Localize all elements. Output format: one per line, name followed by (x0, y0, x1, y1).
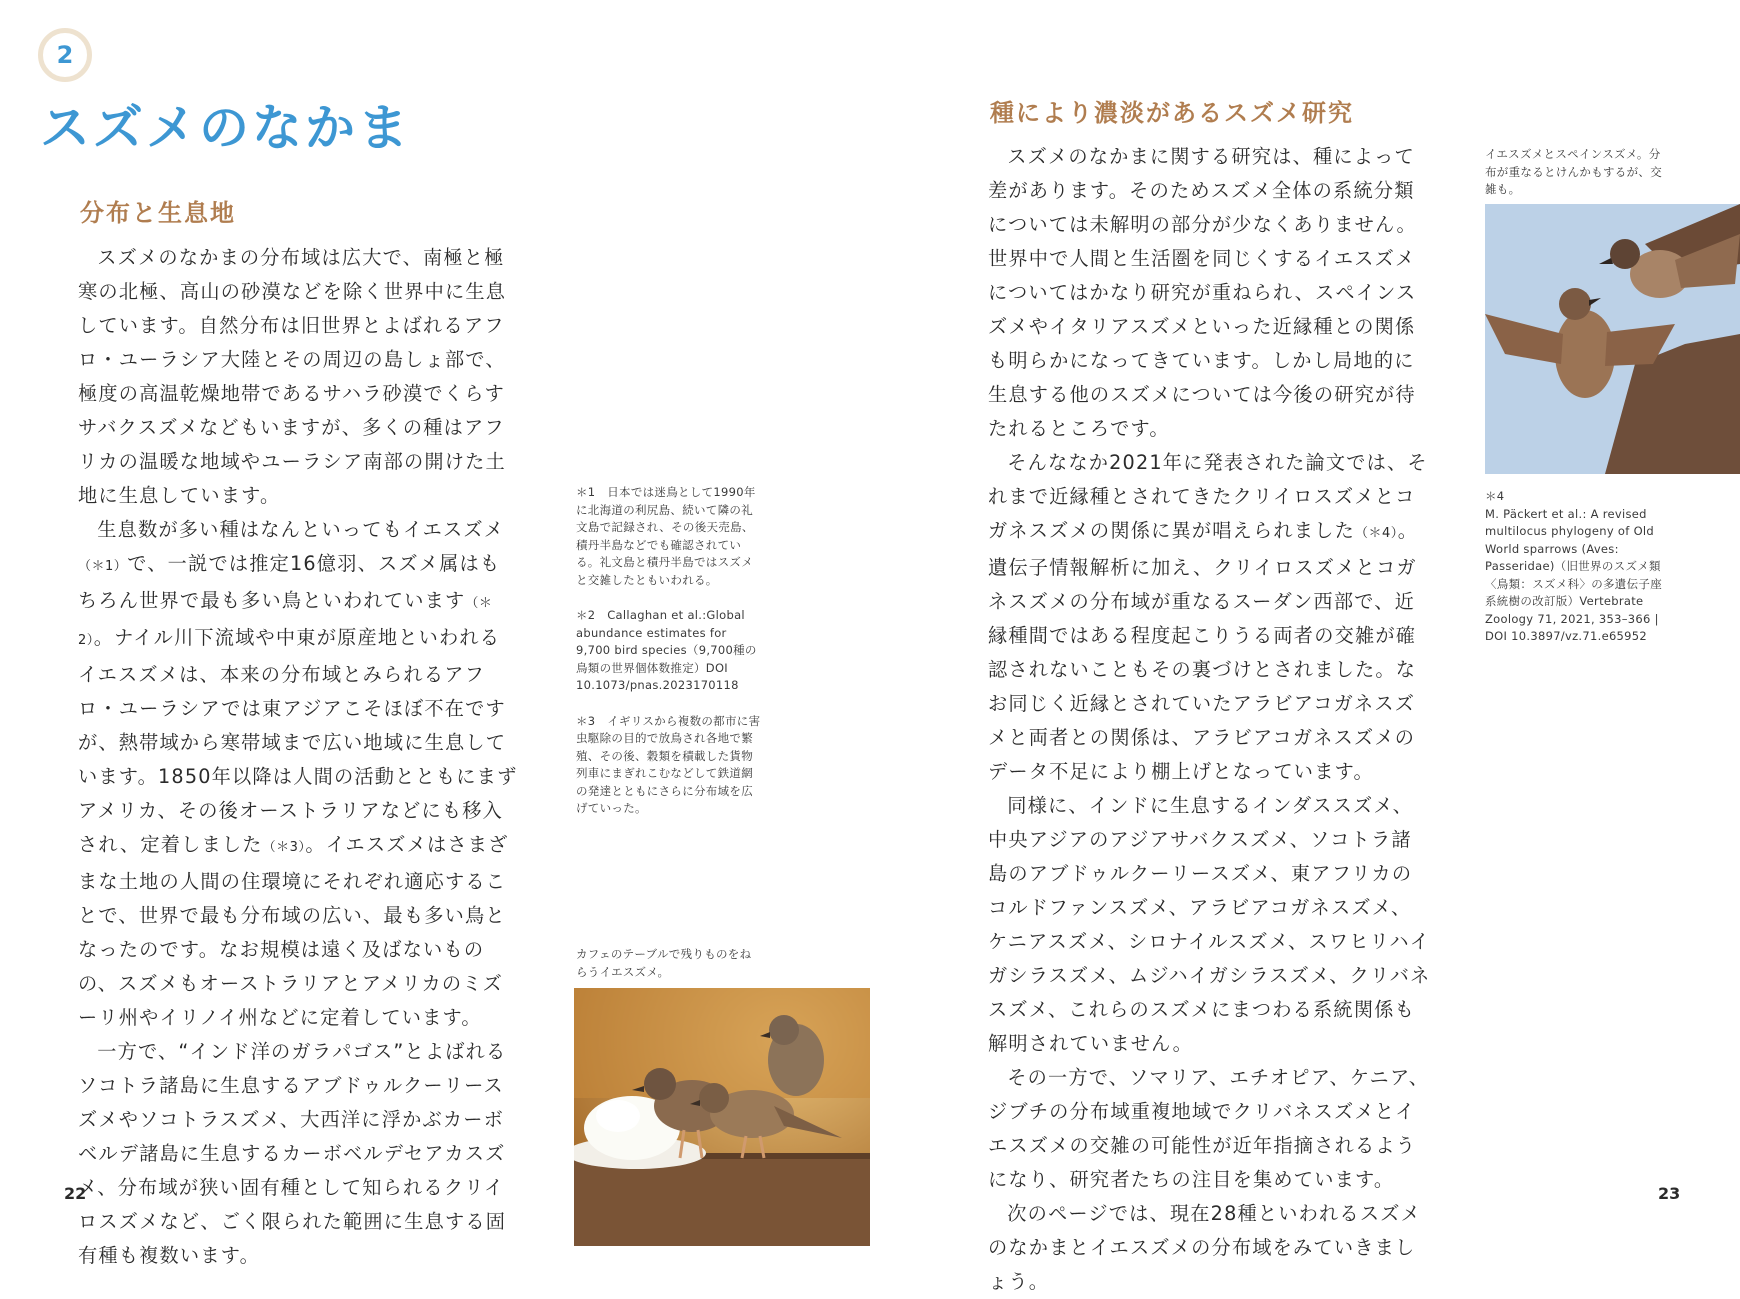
spanish-sparrow-caption: イエスズメとスペインスズメ。分布が重なるとけんかもするが、交雑も。 (1485, 147, 1662, 196)
footnote-3: ＊3 イギリスから複数の都市に害虫駆除の目的で放鳥され各地で繁殖、その後、穀類を積載した貨物列車にまぎれこむなどして鉄道網の発達とともにさらに分布域を広げていった。 (576, 713, 761, 815)
paragraph: その一方で、ソマリア、エチオピア、ケニア、ジブチの分布域重複地域でクリバネスズメとイエスズメの交雑の可能性が近年指摘されるようになり、研究者たちの注目を集めています。 (988, 1066, 1430, 1191)
paragraph: 次のページでは、現在28種といわれるスズメのなかまとイエスズメの分布域をみていきましょう。 (988, 1202, 1421, 1293)
cafe-sparrows-illustration (574, 988, 870, 1246)
footnote-4-text: M. Päckert et al.: A revised multilocus phylogeny of Old World sparrows (Aves: Passeridae)（旧世界のスズメ類〈鳥類：スズメ科〉の多遺伝子座系統樹の改訂版）Vertebrate Zoology 71, 2021, 353–366 | DOI 10.3897/vz.71.e65952 (1485, 506, 1662, 643)
paragraph: そんななか2021年に発表された論文では、それまで近縁種とされてきたクリイロスズメとコガネスズメの関係に異が唱えられました（＊4）。遺伝子情報解析に加え、クリイロスズメとコガネスズメの分布域が重なるスーダン西部で、近縁種間ではある程度起こりうる両者の交雑が確認されないこともその裏づけとされました。なお同じく近縁とされていたアラビアコガネスズメと両者との関係は、アラビアコガネスズメのデータ不足により棚上げとなっています。 (988, 451, 1428, 783)
paragraph: スズメのなかまの分布域は広大で、南極と極寒の北極、高山の砂漠などを除く世界中に生息しています。自然分布は旧世界とよばれるアフロ・ユーラシア大陸とその周辺の島しょ部で、極度の高温乾燥地帯であるサハラ砂漠でくらすサバクスズメなどもいますが、多くの種はアフリカの温暖な地域やユーラシア南部の開けた土地に生息しています。 (78, 246, 507, 507)
footnote-4 (1485, 488, 1665, 646)
chapter-number: 2 (56, 41, 74, 69)
footnote-4-mark: ＊4 (1485, 489, 1505, 503)
fighting-sparrows-illustration (1485, 204, 1740, 474)
page-number-right: 23 (1658, 1184, 1681, 1203)
cafe-sparrows-photo (574, 988, 870, 1246)
section-heading-research: 種により濃淡があるスズメ研究 (990, 99, 1354, 127)
page-number-left: 22 (64, 1184, 87, 1203)
footnote-1: ＊1 日本では迷鳥として1990年に北海道の利尻島、続いて隣の礼文島で記録され、その後天売島、積丹半島などでも確認されている。礼文島と積丹半島ではスズメと交雑したともいわれる。 (576, 485, 756, 587)
spanish-sparrow-photo (1485, 204, 1740, 474)
footnote-ref-4: （＊4） (1354, 526, 1398, 541)
right-body-text (988, 140, 1431, 1299)
section-heading-distribution: 分布と生息地 (80, 199, 236, 227)
footnote-ref-1: （＊1） (78, 559, 128, 574)
footnote-2: ＊2 Callaghan et al.:Global abundance estimates for 9,700 bird species（9,700種の鳥類の世界個体数推定）DOI 10.1073/pnas.2023170118 (576, 608, 757, 692)
chapter-number-badge (38, 28, 92, 82)
footnotes (576, 484, 762, 836)
footnote-ref-2: （＊2） (78, 596, 493, 648)
left-body-text (78, 241, 520, 1273)
footnote-ref-3: （＊3） (262, 840, 306, 855)
chapter-title: スズメのなかま (40, 99, 411, 157)
paragraph: 一方で、“インド洋のガラパゴス”とよばれるソコトラ諸島に生息するアブドゥルクーリースズメやソコトラスズメ、大西洋に浮かぶカーボベルデ諸島に生息するカーボベルデセアカスズメ、分布域が狭い固有種として知られるクリイロスズメなど、ごく限られた範囲に生息する固有種も複数います。 (78, 1040, 507, 1267)
paragraph: 同様に、インドに生息するインダススズメ、中央アジアのアジアサバクスズメ、ソコトラ諸島のアブドゥルクーリースズメ、東アフリカのコルドファンスズメ、アラビアコガネスズメ、ケニアスズメ、シロナイルスズメ、スワヒリハイガシラスズメ、ムジハイガシラスズメ、クリバネスズメ、これらのスズメにまつわる系統関係も解明されていません。 (988, 794, 1431, 1055)
paragraph: 生息数が多い種はなんといってもイエスズメ（＊1）で、一説では推定16億羽、スズメ属はもちろん世界で最も多い鳥といわれています（＊2）。ナイル川下流域や中東が原産地といわれるイエスズメは、本来の分布域とみられるアフロ・ユーラシアでは東アジアこそほぼ不在ですが、熱帯域から寒帯域まで広い地域に生息しています。1850年以降は人間の活動とともにまずアメリカ、その後オーストラリアなどにも移入され、定着しました（＊3）。イエスズメはさまざまな土地の人間の住環境にそれぞれ適応することで、世界で最も分布域の広い、最も多い鳥となったのです。なお規模は遠く及ばないものの、スズメもオーストラリアとアメリカのミズーリ州やイリノイ州などに定着しています。 (78, 518, 518, 1029)
cafe-photo-caption: カフェのテーブルで残りものをねらうイエスズメ。 (576, 947, 752, 979)
paragraph: スズメのなかまに関する研究は、種によって差があります。そのためスズメ全体の系統分類については未解明の部分が少なくありません。世界中で人間と生活圏を同じくするイエスズメについてはかなり研究が重ねられ、スペインスズメやイタリアスズメといった近縁種との関係も明らかになってきています。しかし局地的に生息する他のスズメについては今後の研究が待たれるところです。 (988, 145, 1417, 440)
